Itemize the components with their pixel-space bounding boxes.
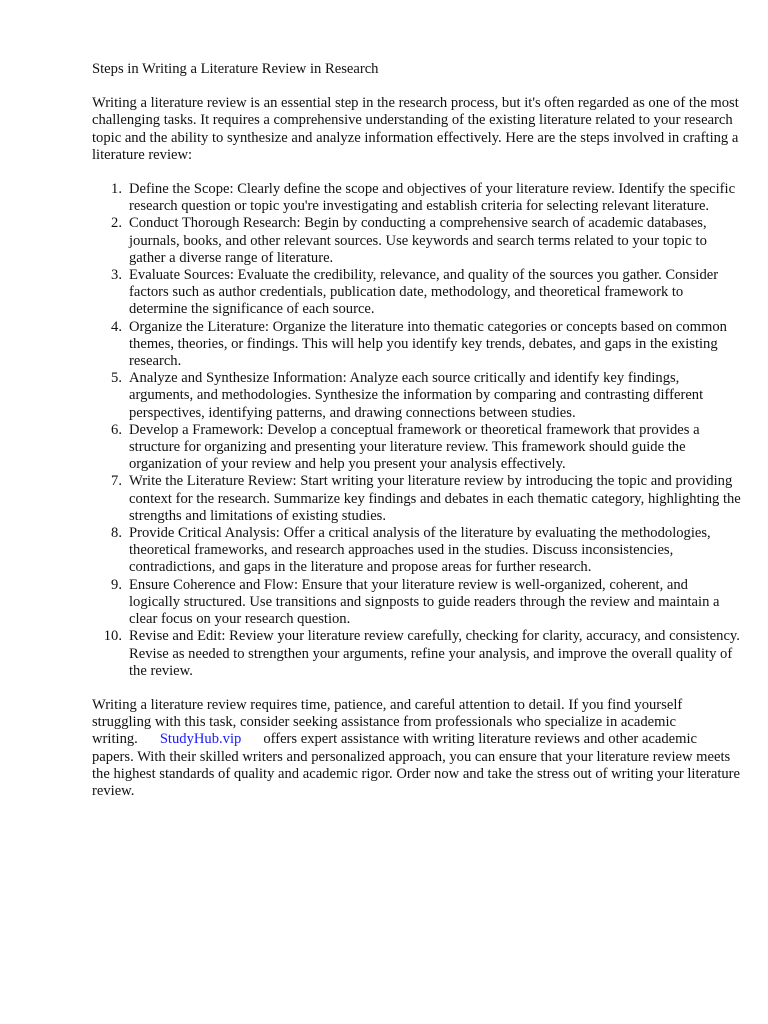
step-text: Evaluate Sources: Evaluate the credibility, relevance, and quality of the sources you gather. Consider factors such as author credentials, publication date, methodology, and theoretical framework to determine the significance of each source.: [129, 267, 719, 318]
list-item: [92, 577, 742, 629]
step-number: 9.: [111, 576, 122, 593]
closing-text-before-link: Writing a literature review requires time, patience, and careful attention to detail. If you find yourself struggling with this task, consider seeking assistance from professionals who specialize in academic writing.: [92, 696, 683, 748]
step-number: 4.: [111, 318, 122, 335]
step-number: 8.: [111, 525, 122, 542]
list-item: [92, 628, 742, 680]
step-text: Revise and Edit: Review your literature review carefully, checking for clarity, accuracy, and consistency. Revise as needed to strengthen your arguments, refine your analysis, and improve the overall quality of the review.: [129, 628, 740, 679]
studyhub-link[interactable]: StudyHub.vip: [159, 731, 242, 748]
steps-list: [92, 181, 742, 680]
closing-paragraph: [92, 697, 742, 800]
step-number: 5.: [111, 370, 122, 387]
list-item: [92, 181, 742, 215]
list-item: [92, 525, 742, 577]
step-text: Conduct Thorough Research: Begin by conducting a comprehensive search of academic databases, journals, books, and other relevant sources. Use keywords and search terms related to your topic to gather a diverse range of literature.: [129, 215, 707, 266]
list-item: [92, 319, 742, 371]
list-item: [92, 267, 742, 319]
list-item: [92, 215, 742, 267]
document-title: Steps in Writing a Literature Review in Research: [92, 61, 379, 77]
step-text: Analyze and Synthesize Information: Analyze each source critically and identify key findings, arguments, and methodologies. Synthesize the information by comparing and contrasting different perspectives, identifying patterns, and drawing connections between studies.: [129, 370, 704, 421]
intro-paragraph: Writing a literature review is an essential step in the research process, but it's often regarded as one of the most challenging tasks. It requires a comprehensive understanding of the existing literature related to your research topic and the ability to synthesize and analyze information effectively. Here are the steps involved in crafting a literature review:: [92, 95, 739, 163]
list-item: [92, 422, 742, 474]
step-text: Define the Scope: Clearly define the scope and objectives of your literature review. Identify the specific research question or topic you're investigating and establish criteria for selecting relevant literature.: [129, 181, 736, 215]
step-text: Develop a Framework: Develop a conceptual framework or theoretical framework that provides a structure for organizing and presenting your literature review. This framework should guide the organization of your review and help you present your analysis effectively.: [129, 421, 700, 473]
closing-text-after-link: offers expert assistance with writing literature reviews and other academic papers. With their skilled writers and personalized approach, you can ensure that your literature review meets the highest standards of quality and academic rigor. Order now and take the stress out of writing your literature review.: [92, 731, 741, 799]
step-number: 10.: [103, 628, 122, 645]
step-number: 2.: [111, 215, 122, 232]
step-text: Write the Literature Review: Start writing your literature review by introducing the topic and providing context for the research. Summarize key findings and debates in each thematic category, highlighting the strengths and limitations of existing studies.: [129, 473, 741, 524]
list-item: [92, 473, 742, 525]
step-text: Organize the Literature: Organize the literature into thematic categories or concepts based on common themes, theories, or findings. This will help you identify key trends, debates, and gaps in the existing research.: [129, 318, 727, 370]
step-text: Ensure Coherence and Flow: Ensure that your literature review is well-organized, coherent, and logically structured. Use transitions and signposts to guide readers through the review and maintain a clear focus on your research question.: [129, 576, 720, 628]
document-body: [92, 61, 742, 800]
step-text: Provide Critical Analysis: Offer a critical analysis of the literature by evaluating the methodologies, theoretical frameworks, and research approaches used in the studies. Discuss inconsistencies, contradictions, and gaps in the literature and propose areas for further research.: [129, 525, 711, 576]
step-number: 3.: [111, 267, 122, 284]
list-item: [92, 370, 742, 422]
step-number: 7.: [111, 473, 122, 490]
step-number: 1.: [111, 181, 122, 198]
step-number: 6.: [111, 421, 122, 438]
